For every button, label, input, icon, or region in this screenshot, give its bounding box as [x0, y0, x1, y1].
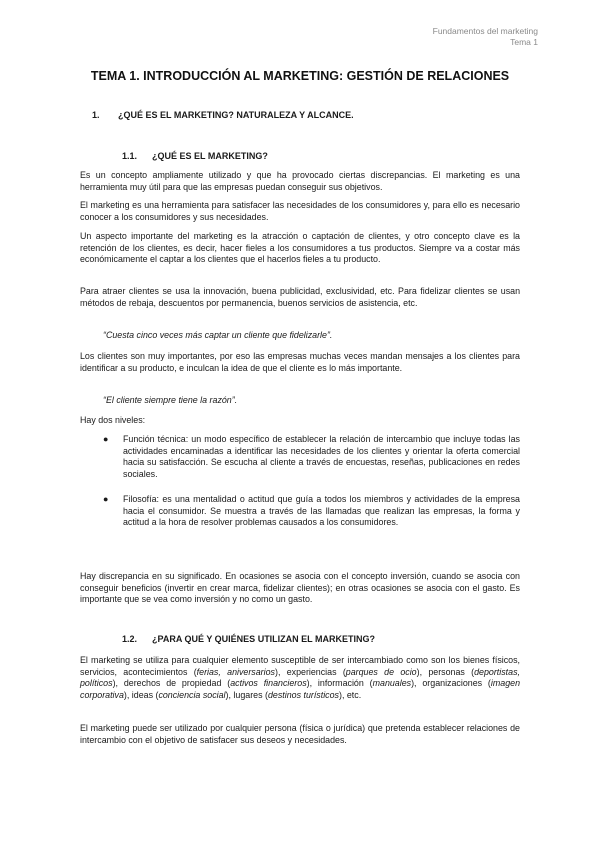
section-1-1-label: ¿QUÉ ES EL MARKETING?: [152, 151, 268, 161]
section-1-1-number: 1.1.: [122, 151, 138, 161]
header-topic: Tema 1: [510, 37, 538, 47]
quote: “Cuesta cinco veces más captar un cliente que fidelizarle”.: [103, 330, 333, 340]
section-1-label: ¿QUÉ ES EL MARKETING? NATURALEZA Y ALCANCE.: [118, 110, 354, 120]
paragraph: El marketing es una herramienta para satisfacer las necesidades de los consumidores y, para ello es necesario conocer a los consumidores y sus necesidades.: [80, 200, 520, 222]
document-title: TEMA 1. INTRODUCCIÓN AL MARKETING: GESTIÓN DE RELACIONES: [90, 69, 510, 83]
section-1-1-heading: [122, 151, 268, 161]
bullet-icon: ●: [103, 434, 109, 444]
quote: “El cliente siempre tiene la razón”.: [103, 395, 238, 405]
paragraph: Para atraer clientes se usa la innovación, buena publicidad, exclusividad, etc. Para fidelizar clientes se usan métodos de rebaja, descuentos por permanencia, buenos servicios de asistencia, etc.: [80, 286, 520, 308]
page-header: [433, 26, 538, 48]
section-1-2-heading: [122, 634, 375, 644]
paragraph: El marketing se utiliza para cualquier elemento susceptible de ser intercambiado como son los bienes físicos, servicios, acontecimientos (ferias, aniversarios), experiencias (parques de ocio), personas (deportistas, políticos), derechos de propiedad (activos financieros), información (manuales), organizaciones (imagen corporativa), ideas (conciencia social), lugares (destinos turísticos), etc.: [80, 655, 520, 700]
list-item-text: Función técnica: un modo específico de establecer la relación de intercambio que incluye todas las actividades encaminadas a identificar las necesidades de los clientes y orientar la oferta comercial hacia su satisfacción. Se escucha al cliente a través de encuestas, reseñas, publicaciones en redes sociales.: [123, 434, 520, 479]
list-item-text: Filosofía: es una mentalidad o actitud que guía a todos los miembros y actividades de la empresa hacia el consumidor. Se muestra a través de las llamadas que realizan las empresas, la forma y actitud a la hora de resolver problemas causados a los consumidores.: [123, 494, 520, 528]
paragraph: Un aspecto importante del marketing es la atracción o captación de clientes, y otro concepto clave es la retención de los clientes, es decir, hacer fieles a los consumidores a tus productos. Siempre va a costar más económicamente el captar a los clientes que el hacerlos fieles a tu producto.: [80, 231, 520, 265]
paragraph: Hay discrepancia en su significado. En ocasiones se asocia con el concepto inversión, cuando se asocia con conseguir beneficios (invertir en crear marca, fidelizar clientes); en otras ocasiones se asocia con el gasto. Es importante que se vea como inversión y no como un gasto.: [80, 571, 520, 605]
levels-intro: Hay dos niveles:: [80, 415, 146, 425]
section-1-2-number: 1.2.: [122, 634, 138, 644]
paragraph: Es un concepto ampliamente utilizado y que ha provocado ciertas discrepancias. El marketing es una herramienta muy útil para que las empresas puedan conseguir sus objetivos.: [80, 170, 520, 192]
section-1-number: 1.: [92, 110, 100, 120]
header-course: Fundamentos del marketing: [432, 26, 538, 36]
section-1-heading: [92, 110, 354, 120]
paragraph: Los clientes son muy importantes, por eso las empresas muchas veces mandan mensajes a los clientes para identificar a su producto, e inculcan la idea de que el cliente es lo más importante.: [80, 351, 520, 373]
section-1-2-label: ¿PARA QUÉ Y QUIÉNES UTILIZAN EL MARKETING?: [152, 634, 376, 644]
bullet-icon: ●: [103, 494, 109, 504]
paragraph: El marketing puede ser utilizado por cualquier persona (física o jurídica) que pretenda establecer relaciones de intercambio con el objetivo de satisfacer sus deseos y necesidades.: [80, 723, 520, 745]
